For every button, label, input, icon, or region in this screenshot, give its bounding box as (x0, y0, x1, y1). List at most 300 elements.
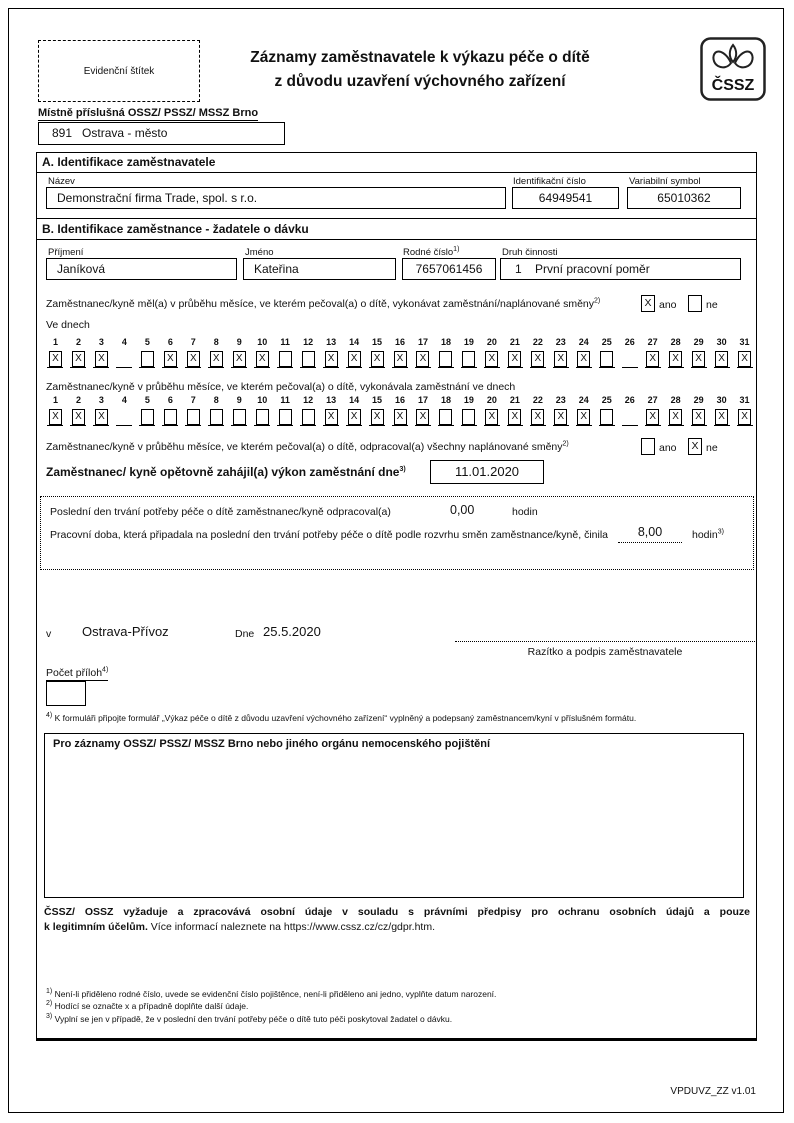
rodne-cislo-input[interactable]: 7657061456 (402, 258, 496, 280)
question3-text: Zaměstnanec/kyně v průběhu měsíce, ve kterém pečoval(a) o dítě, odpracoval(a) všechny naplánované směny$^{2)}$ (46, 440, 569, 453)
ossz-label: Místně příslušná OSSZ/ PSSZ/ MSSZ Brno (38, 107, 259, 119)
day-number: 26 (624, 395, 635, 405)
day-checkbox-checked[interactable]: X (669, 351, 682, 367)
day-cell-4 (113, 395, 136, 426)
day-number: 10 (257, 337, 268, 347)
attachments-label: Počet příloh$^{4)}$ (46, 666, 109, 679)
day-underline (70, 407, 86, 426)
day-checkbox-checked[interactable]: X (210, 351, 223, 367)
day-number: 19 (463, 395, 474, 405)
day-cell-28 (664, 337, 687, 368)
day-number: 24 (578, 337, 589, 347)
day-cell-28 (664, 395, 687, 426)
day-number: 22 (532, 337, 543, 347)
stamp-signature-line (455, 626, 755, 642)
day-checkbox-checked[interactable]: X (715, 409, 728, 425)
day-number: 13 (326, 337, 337, 347)
q3-ne-checkbox[interactable]: X (688, 438, 702, 455)
day-cell-13 (320, 337, 343, 368)
day-number: 31 (739, 337, 750, 347)
day-cell-16 (389, 337, 412, 368)
day-underline (645, 407, 661, 426)
day-number: 15 (372, 395, 383, 405)
day-underline (645, 349, 661, 368)
day-cell-27 (641, 395, 664, 426)
day-underline (300, 407, 316, 426)
day-underline (231, 407, 247, 426)
day-underline (277, 407, 293, 426)
day-checkbox-checked[interactable]: X (669, 409, 682, 425)
day-underline (70, 349, 86, 368)
day-cell-16 (389, 395, 412, 426)
footnote-1: $^{1)}$ Není-li přiděleno rodné číslo, uvede se evidenční číslo pojištěnce, není-li přiděleno ani jedno, vyplňte datum narození. (46, 988, 497, 999)
day-checkbox-checked[interactable]: X (577, 351, 590, 367)
day-underline (507, 407, 523, 426)
day-cell-18 (434, 337, 457, 368)
day-underline (599, 349, 615, 368)
page-title (185, 46, 655, 94)
day-cell-10 (251, 395, 274, 426)
day-number: 1 (52, 337, 58, 347)
day-checkbox-checked[interactable]: X (371, 409, 384, 425)
day-checkbox-checked[interactable]: X (577, 409, 590, 425)
day-underline (346, 407, 362, 426)
day-checkbox-checked[interactable]: X (95, 409, 108, 425)
day-checkbox-checked[interactable]: X (554, 351, 567, 367)
day-checkbox[interactable] (141, 409, 154, 425)
day-checkbox-checked[interactable]: X (325, 351, 338, 367)
worked-days-row (44, 395, 756, 426)
day-number: 15 (372, 337, 383, 347)
day-cell-19 (457, 395, 480, 426)
day-cell-6 (159, 395, 182, 426)
day-number: 18 (440, 337, 451, 347)
day-checkbox-checked[interactable]: X (531, 409, 544, 425)
section-b-header: B. Identifikace zaměstnance - žadatele o dávku (36, 219, 757, 240)
day-checkbox-checked[interactable]: X (72, 409, 85, 425)
day-underline (93, 407, 109, 426)
day-number: 28 (670, 337, 681, 347)
question2-text: Zaměstnanec/kyně v průběhu měsíce, ve kterém pečoval(a) o dítě, vykonávala zaměstnání ve dnech (46, 381, 516, 393)
day-cell-29 (687, 395, 710, 426)
day-number: 13 (326, 395, 337, 405)
records-box (44, 733, 744, 898)
jmeno-label: Jméno (245, 247, 274, 258)
day-cell-26 (618, 395, 641, 426)
day-number: 5 (144, 395, 150, 405)
day-underline (300, 349, 316, 368)
worked-line1-value[interactable]: 0,00 (450, 503, 475, 517)
day-underline (622, 349, 638, 368)
day-cell-31 (733, 337, 756, 368)
day-checkbox[interactable] (439, 351, 452, 367)
druh-cinnosti-label: Druh činnosti (502, 247, 558, 258)
day-cell-31 (733, 395, 756, 426)
day-checkbox-checked[interactable]: X (325, 409, 338, 425)
day-checkbox-checked[interactable]: X (554, 409, 567, 425)
q1-ne-checkbox[interactable] (688, 295, 702, 312)
day-number: 29 (693, 395, 704, 405)
day-checkbox-checked[interactable]: X (49, 351, 62, 367)
day-underline (461, 349, 477, 368)
day-underline (254, 349, 270, 368)
day-cell-25 (595, 395, 618, 426)
day-cell-26 (618, 337, 641, 368)
day-checkbox-checked[interactable]: X (738, 409, 751, 425)
day-checkbox-checked[interactable]: X (485, 409, 498, 425)
footnote-2: $^{2)}$ Hodící se označte x a případně doplňte další údaje. (46, 1000, 249, 1012)
day-underline (185, 407, 201, 426)
day-cell-1 (44, 395, 67, 426)
day-number: 12 (303, 395, 314, 405)
day-checkbox-checked[interactable]: X (72, 351, 85, 367)
day-cell-5 (136, 395, 159, 426)
nazev-input[interactable]: Demonstrační firma Trade, spol. s r.o. (46, 187, 506, 209)
worked-line2-text: Pracovní doba, která připadala na poslední den trvání potřeby péče o dítě podle rozvrhu směn zaměstnance/kyně, činila (50, 529, 609, 541)
day-underline (737, 407, 753, 426)
day-checkbox[interactable] (279, 409, 292, 425)
day-cell-2 (67, 395, 90, 426)
day-underline (231, 349, 247, 368)
day-number: 2 (75, 395, 81, 405)
day-underline (507, 349, 523, 368)
day-number: 3 (98, 337, 104, 347)
day-underline (599, 407, 615, 426)
restart-date-input[interactable]: 11.01.2020 (430, 460, 544, 484)
ic-label: Identifikační číslo (513, 176, 586, 187)
day-underline (392, 349, 408, 368)
day-checkbox-checked[interactable]: X (394, 351, 407, 367)
day-number: 8 (213, 337, 219, 347)
day-underline (530, 349, 546, 368)
day-number: 23 (555, 395, 566, 405)
day-underline (737, 349, 753, 368)
day-number: 10 (257, 395, 268, 405)
day-underline (139, 407, 155, 426)
day-number: 19 (463, 337, 474, 347)
day-cell-24 (572, 395, 595, 426)
day-underline (415, 349, 431, 368)
day-number: 4 (121, 337, 127, 347)
day-number: 31 (739, 395, 750, 405)
day-cell-4 (113, 337, 136, 368)
day-underline (254, 407, 270, 426)
day-cell-21 (503, 395, 526, 426)
evidence-sticker-label: Evidenční štítek (83, 65, 155, 77)
day-checkbox-checked[interactable]: X (646, 409, 659, 425)
day-number: 1 (52, 395, 58, 405)
day-number: 16 (395, 337, 406, 347)
day-checkbox-checked[interactable]: X (715, 351, 728, 367)
day-checkbox[interactable] (279, 351, 292, 367)
day-underline (691, 407, 707, 426)
day-cell-23 (549, 395, 572, 426)
day-checkbox-checked[interactable]: X (646, 351, 659, 367)
day-underline (668, 407, 684, 426)
day-cell-18 (434, 395, 457, 426)
prijmeni-input[interactable]: Janíková (46, 258, 237, 280)
druh-cinnosti-input[interactable]: 1 První pracovní poměr (500, 258, 741, 280)
day-number: 27 (647, 395, 658, 405)
day-checkbox[interactable] (187, 409, 200, 425)
day-cell-9 (228, 337, 251, 368)
day-underline (415, 407, 431, 426)
attachments-footnote: $^{4)}$ K formuláři připojte formulář „Výkaz péče o dítě z důvodu uzavření výchovného zařízení“ vyplněný a podepsaný zaměstnancem/kyní v příslušném formátu. (46, 712, 637, 723)
footnote-3: $^{3)}$ Vyplní se jen v případě, že v poslední den trvání potřeby péče o dítě tuto péči poskytoval žadatel o dávku. (46, 1012, 453, 1024)
question1-text: Zaměstnanec/kyně měl(a) v průběhu měsíce, ve kterém pečoval(a) o dítě, vykonávat zaměstnání/naplánované směny$^{2)}$ (46, 297, 601, 310)
day-underline (116, 407, 132, 426)
vs-label: Variabilní symbol (629, 176, 701, 187)
day-number: 8 (213, 395, 219, 405)
day-checkbox-checked[interactable]: X (49, 409, 62, 425)
day-cell-14 (343, 337, 366, 368)
day-cell-12 (297, 337, 320, 368)
day-number: 2 (75, 337, 81, 347)
day-cell-25 (595, 337, 618, 368)
place-prefix-label: v (46, 628, 52, 640)
day-cell-8 (205, 337, 228, 368)
day-cell-23 (549, 337, 572, 368)
day-underline (116, 349, 132, 368)
day-number: 29 (693, 337, 704, 347)
day-underline (714, 407, 730, 426)
nazev-label: Název (48, 176, 75, 187)
day-checkbox-checked[interactable]: X (95, 351, 108, 367)
date-value[interactable]: 25.5.2020 (263, 624, 321, 639)
day-checkbox[interactable] (439, 409, 452, 425)
evidence-sticker-box (38, 40, 200, 102)
day-cell-29 (687, 337, 710, 368)
day-underline (438, 407, 454, 426)
day-underline (530, 407, 546, 426)
day-cell-11 (274, 395, 297, 426)
day-cell-5 (136, 337, 159, 368)
day-number: 17 (417, 337, 428, 347)
day-cell-6 (159, 337, 182, 368)
prijmeni-label: Příjmení (48, 247, 84, 258)
day-number: 25 (601, 337, 612, 347)
day-cell-19 (457, 337, 480, 368)
day-number: 9 (236, 395, 242, 405)
day-cell-14 (343, 395, 366, 426)
attachments-count-input[interactable] (46, 681, 86, 706)
day-cell-1 (44, 337, 67, 368)
planned-days-row (44, 337, 756, 368)
day-checkbox-checked[interactable]: X (508, 351, 521, 367)
day-number: 30 (716, 337, 727, 347)
day-cell-15 (366, 395, 389, 426)
day-underline (47, 407, 63, 426)
day-checkbox-checked[interactable]: X (485, 351, 498, 367)
q1-ne-label: ne (706, 299, 718, 311)
day-underline (47, 349, 63, 368)
day-checkbox[interactable] (210, 409, 223, 425)
date-prefix-label: Dne (235, 628, 255, 640)
gdpr-text (44, 905, 750, 934)
svg-text:ČSSZ: ČSSZ (711, 77, 755, 94)
ic-input[interactable]: 64949541 (512, 187, 619, 209)
day-underline (461, 407, 477, 426)
day-number: 14 (349, 395, 360, 405)
q3-ano-label: ano (659, 442, 677, 454)
day-cell-13 (320, 395, 343, 426)
day-cell-22 (526, 337, 549, 368)
day-number: 9 (236, 337, 242, 347)
day-underline (323, 407, 339, 426)
gdpr-bold-line2: k legitimním účelům. (44, 920, 148, 933)
day-underline (93, 349, 109, 368)
page-title-line2: z důvodu uzavření výchovného zařízení (274, 73, 566, 91)
day-underline (553, 407, 569, 426)
jmeno-input[interactable]: Kateřina (243, 258, 396, 280)
day-checkbox[interactable] (256, 409, 269, 425)
day-underline (208, 407, 224, 426)
day-checkbox-checked[interactable]: X (531, 351, 544, 367)
day-underline (139, 349, 155, 368)
day-checkbox[interactable] (233, 409, 246, 425)
day-cell-17 (412, 337, 435, 368)
day-number: 21 (509, 337, 520, 347)
ve-dnech-label: Ve dnech (46, 319, 90, 331)
day-number: 5 (144, 337, 150, 347)
day-checkbox-checked[interactable]: X (692, 409, 705, 425)
day-checkbox[interactable] (600, 409, 613, 425)
day-number: 25 (601, 395, 612, 405)
q1-ano-checkbox[interactable]: X (641, 295, 655, 312)
day-number: 27 (647, 337, 658, 347)
day-checkbox-checked[interactable]: X (416, 409, 429, 425)
day-cell-10 (251, 337, 274, 368)
day-checkbox[interactable] (302, 409, 315, 425)
restart-label: Zaměstnanec/ kyně opětovně zahájil(a) výkon zaměstnání dne$^{3)}$ (46, 465, 406, 479)
day-number: 3 (98, 395, 104, 405)
day-number: 4 (121, 395, 127, 405)
day-number: 7 (190, 337, 196, 347)
day-cell-8 (205, 395, 228, 426)
day-cell-30 (710, 395, 733, 426)
day-cell-20 (480, 337, 503, 368)
q3-ano-checkbox[interactable] (641, 438, 655, 455)
day-number: 16 (395, 395, 406, 405)
day-underline (277, 349, 293, 368)
day-checkbox-checked[interactable]: X (416, 351, 429, 367)
day-cell-20 (480, 395, 503, 426)
records-box-title: Pro záznamy OSSZ/ PSSZ/ MSSZ Brno nebo jiného orgánu nemocenského pojištění (53, 738, 491, 750)
gdpr-bold-line1: ČSSZ/ OSSZ vyžaduje a zpracovává osobní údaje v souladu s právními předpisy pro ochranu osobních údajů a pouze (44, 906, 750, 918)
day-underline (323, 349, 339, 368)
day-checkbox[interactable] (462, 409, 475, 425)
day-cell-9 (228, 395, 251, 426)
day-underline (714, 349, 730, 368)
day-underline (162, 407, 178, 426)
day-number: 12 (303, 337, 314, 347)
day-checkbox-checked[interactable]: X (348, 351, 361, 367)
day-cell-17 (412, 395, 435, 426)
day-cell-30 (710, 337, 733, 368)
day-number: 11 (280, 337, 290, 347)
vs-input[interactable]: 65010362 (627, 187, 741, 209)
day-checkbox-checked[interactable]: X (692, 351, 705, 367)
form-version-label: VPDUVZ_ZZ v1.01 (670, 1086, 756, 1097)
day-checkbox[interactable] (600, 351, 613, 367)
section-a-header: A. Identifikace zaměstnavatele (36, 152, 757, 173)
day-number: 24 (578, 395, 589, 405)
day-cell-3 (90, 395, 113, 426)
day-checkbox-checked[interactable]: X (348, 409, 361, 425)
day-number: 17 (417, 395, 428, 405)
day-checkbox-checked[interactable]: X (508, 409, 521, 425)
cssz-logo (700, 37, 766, 101)
day-checkbox-checked[interactable]: X (233, 351, 246, 367)
day-underline (346, 349, 362, 368)
day-underline (691, 349, 707, 368)
worked-line2-unit: hodin$^{3)}$ (692, 528, 724, 541)
day-checkbox-checked[interactable]: X (371, 351, 384, 367)
day-underline (369, 407, 385, 426)
day-cell-3 (90, 337, 113, 368)
day-checkbox-checked[interactable]: X (164, 351, 177, 367)
day-cell-7 (182, 337, 205, 368)
day-checkbox-checked[interactable]: X (738, 351, 751, 367)
day-number: 18 (440, 395, 451, 405)
day-cell-11 (274, 337, 297, 368)
day-cell-21 (503, 337, 526, 368)
day-underline (162, 349, 178, 368)
day-checkbox-checked[interactable]: X (256, 351, 269, 367)
gdpr-normal-text: Více informací naleznete na https://www.cssz.cz/cz/gdpr.htm. (150, 920, 435, 933)
day-cell-24 (572, 337, 595, 368)
day-number: 14 (349, 337, 360, 347)
day-number: 23 (555, 337, 566, 347)
day-cell-7 (182, 395, 205, 426)
stamp-signature-label: Razítko a podpis zaměstnavatele (527, 646, 683, 658)
cssz-lily-icon (700, 37, 766, 101)
worked-line1-unit: hodin (512, 506, 538, 518)
ossz-input[interactable]: 891 Ostrava - město (38, 122, 285, 145)
day-underline (185, 349, 201, 368)
day-checkbox[interactable] (302, 351, 315, 367)
day-cell-12 (297, 395, 320, 426)
place-value[interactable]: Ostrava-Přívoz (82, 624, 169, 639)
day-checkbox-checked[interactable]: X (394, 409, 407, 425)
worked-line2-value[interactable]: 8,00 (618, 525, 682, 543)
rodne-cislo-label: Rodné číslo$^{1)}$ (403, 245, 460, 258)
day-number: 7 (190, 395, 196, 405)
day-number: 22 (532, 395, 543, 405)
day-underline (369, 349, 385, 368)
page-title-line1: Záznamy zaměstnavatele k výkazu péče o dítě (250, 49, 590, 66)
footnotes (46, 988, 746, 1025)
day-number: 30 (716, 395, 727, 405)
day-underline (576, 407, 592, 426)
day-underline (553, 349, 569, 368)
day-underline (392, 407, 408, 426)
day-number: 28 (670, 395, 681, 405)
day-checkbox[interactable] (462, 351, 475, 367)
day-number: 11 (280, 395, 290, 405)
day-number: 20 (486, 395, 497, 405)
day-checkbox-checked[interactable]: X (187, 351, 200, 367)
worked-line1-text: Poslední den trvání potřeby péče o dítě zaměstnanec/kyně odpracoval(a) (50, 506, 391, 518)
day-underline (576, 349, 592, 368)
day-checkbox[interactable] (164, 409, 177, 425)
day-cell-15 (366, 337, 389, 368)
day-cell-22 (526, 395, 549, 426)
day-checkbox[interactable] (141, 351, 154, 367)
day-underline (208, 349, 224, 368)
day-number: 21 (509, 395, 520, 405)
day-underline (484, 349, 500, 368)
